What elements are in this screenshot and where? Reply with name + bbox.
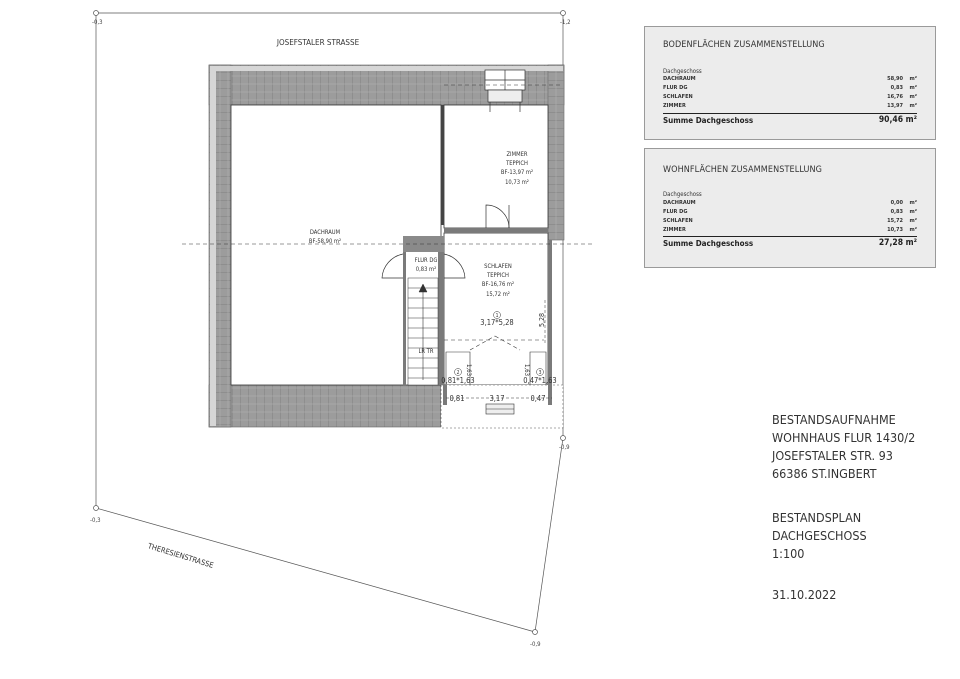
plan-line: DACHGESCHOSS (772, 528, 867, 543)
table-row (663, 94, 917, 102)
row-value: 13,97 (887, 103, 903, 109)
row-name: ZIMMER (663, 103, 686, 109)
zimmer-area: BF-13,97 m² (500, 170, 534, 176)
dim-size-1: 3,17*5,28 (480, 318, 514, 327)
row-value: 15,72 (887, 218, 903, 224)
dim-size-2: 0,81*1,63 (441, 376, 475, 385)
level-bottom: -0,9 (530, 641, 541, 648)
level-top-left: -0,3 (92, 19, 103, 26)
zimmer-name: ZIMMER (506, 152, 528, 158)
dachraum-area: BF-58,90 m² (308, 239, 342, 245)
row-name: FLUR DG (663, 85, 688, 91)
table-row (663, 200, 917, 208)
flur-area: 0,83 m² (415, 267, 437, 273)
dachraum-name: DACHRAUM (309, 230, 341, 236)
dim-mark-3: 3 (538, 370, 542, 376)
row-name: DACHRAUM (663, 76, 696, 82)
table-row (663, 76, 917, 84)
dim-163b: 1,63 (523, 363, 530, 377)
row-value: 58,90 (887, 76, 903, 82)
wohnflaechen-title: WOHNFLÄCHEN ZUSAMMENSTELLUNG (663, 165, 823, 175)
row-name: DACHRAUM (663, 200, 696, 206)
title-line: WOHNHAUS FLUR 1430/2 (772, 430, 916, 445)
dim-047: 0,47 (530, 394, 546, 403)
row-unit: m² (909, 209, 917, 215)
dim-317: 3,17 (489, 394, 505, 403)
title-block (772, 411, 915, 483)
street-left-label: THERESIENSTRASSE (146, 541, 215, 570)
level-top-right: -1,2 (560, 19, 571, 26)
title-line: BESTANDSAUFNAHME (772, 412, 896, 427)
row-unit: m² (909, 76, 917, 82)
table-row (663, 218, 917, 226)
street-top-label: JOSEFSTALER STRASSE (276, 38, 360, 47)
stair (408, 278, 438, 385)
plan-scale: 1:100 (772, 546, 805, 561)
bodenflaechen-sum (663, 113, 917, 127)
plan-block (772, 509, 867, 563)
title-line: JOSEFSTALER STR. 93 (772, 448, 893, 463)
level-right-mid: -0,9 (559, 444, 570, 451)
level-left-mid: -0,3 (90, 517, 101, 524)
table-row (663, 85, 917, 93)
sum-value: 27,28 m² (878, 238, 917, 248)
stair-label: LR TR (418, 349, 434, 355)
bodenflaechen-table (644, 26, 936, 140)
row-unit: m² (909, 218, 917, 224)
table-row (663, 103, 917, 111)
schlafen-area: BF-16,76 m² (481, 282, 515, 288)
dim-mark-1: 1 (495, 313, 499, 319)
row-unit: m² (909, 103, 917, 109)
date-block (772, 586, 836, 604)
dim-081: 0,81 (449, 394, 465, 403)
row-value: 10,73 (887, 227, 903, 233)
table-row (663, 209, 917, 217)
dim-mark-2: 2 (456, 370, 460, 376)
row-name: FLUR DG (663, 209, 688, 215)
sum-label: Summe Dachgeschoss (663, 116, 754, 125)
row-unit: m² (909, 85, 917, 91)
zimmer-net: 10,73 m² (505, 180, 529, 186)
sum-label: Summe Dachgeschoss (663, 239, 754, 248)
row-unit: m² (909, 227, 917, 233)
title-line: 66386 ST.INGBERT (772, 466, 877, 481)
wohnflaechen-sum (663, 236, 917, 250)
row-unit: m² (909, 200, 917, 206)
table-row (663, 227, 917, 235)
plan-line: BESTANDSPLAN (772, 510, 862, 525)
dim-size-3: 0,47*1,63 (523, 376, 557, 385)
row-value: 0,00 (890, 200, 903, 206)
bodenflaechen-title: BODENFLÄCHEN ZUSAMMENSTELLUNG (663, 40, 825, 50)
row-unit: m² (909, 94, 917, 100)
row-name: SCHLAFEN (663, 218, 693, 224)
sum-value: 90,46 m² (878, 115, 917, 125)
dim-528: 5,28 (538, 312, 546, 328)
flur-name: FLUR DG (414, 258, 438, 264)
schlafen-name: SCHLAFEN (484, 264, 512, 270)
bodenflaechen-group: Dachgeschoss (663, 68, 702, 75)
zimmer-floor: TEPPICH (506, 161, 528, 167)
row-name: ZIMMER (663, 227, 686, 233)
schlafen-floor: TEPPICH (487, 273, 509, 279)
wohnflaechen-table (644, 148, 936, 268)
row-name: SCHLAFEN (663, 94, 693, 100)
plan-date: 31.10.2022 (772, 587, 837, 602)
row-value: 0,83 (890, 85, 903, 91)
dim-163a: 1,63 (465, 363, 472, 377)
wohnflaechen-group: Dachgeschoss (663, 191, 702, 198)
schlafen-net: 15,72 m² (486, 292, 510, 298)
row-value: 16,76 (887, 94, 903, 100)
row-value: 0,83 (890, 209, 903, 215)
